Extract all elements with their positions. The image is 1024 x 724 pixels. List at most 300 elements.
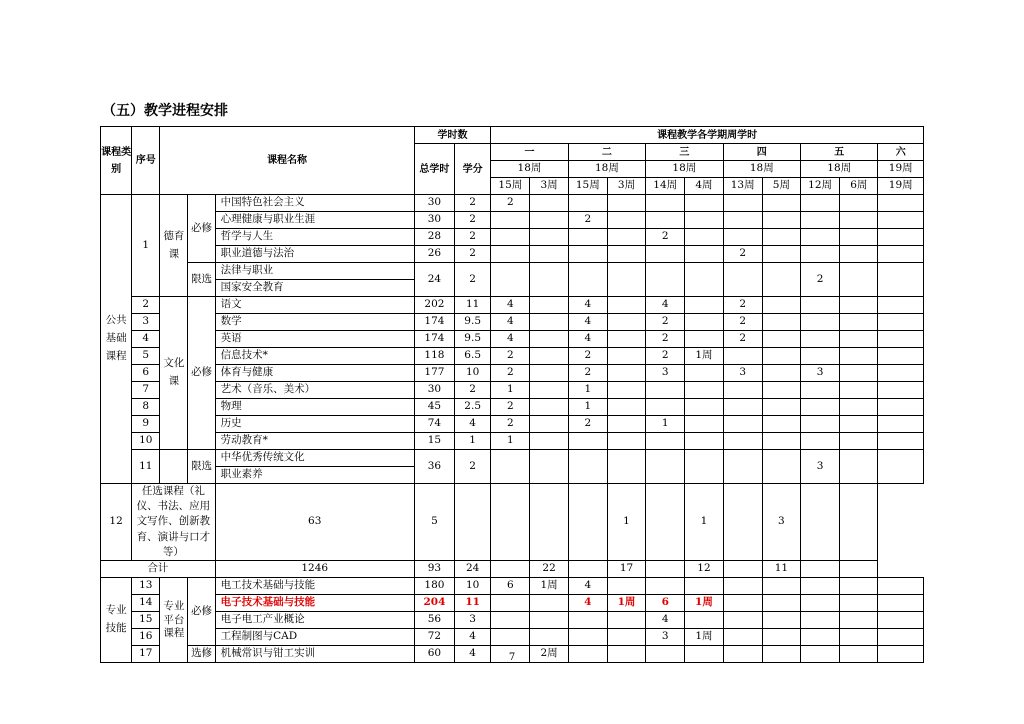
- course-name: 任选课程（礼仪、书法、应用文写作、创新教育、演讲与口才等）: [132, 484, 215, 561]
- weekly-hours-cell: [801, 382, 840, 399]
- weekly-hours-cell: [801, 578, 840, 595]
- table-row: [101, 297, 924, 314]
- weekly-hours-cell: 2: [723, 314, 762, 331]
- semester-weeks: 19周: [878, 161, 924, 178]
- total-hours: 30: [414, 195, 454, 212]
- total-hours: 28: [414, 229, 454, 246]
- weekly-hours-cell: [762, 399, 800, 416]
- course-name: 中国特色社会主义: [215, 195, 414, 212]
- weekly-hours-cell: [685, 263, 723, 297]
- weekly-hours-cell: 2: [568, 365, 607, 382]
- weekly-hours-cell: [530, 365, 568, 382]
- weekly-hours-cell: 2: [568, 416, 607, 433]
- weekly-hours-cell: [840, 629, 878, 646]
- weekly-hours-cell: [723, 450, 762, 484]
- weekly-hours-cell: [801, 433, 840, 450]
- credits: 2: [455, 382, 491, 399]
- weekly-hours-cell: [878, 399, 924, 416]
- weekly-hours-cell: [568, 229, 607, 246]
- weekly-hours-cell: [762, 331, 800, 348]
- credits: 1: [455, 433, 491, 450]
- weekly-hours-cell: [646, 212, 685, 229]
- course-name: 电子技术基础与技能: [215, 595, 414, 612]
- weekly-hours-cell: [491, 629, 530, 646]
- weekly-hours-cell: [723, 578, 762, 595]
- weekly-hours-cell: 4: [646, 297, 685, 314]
- weekly-hours-cell: [607, 399, 645, 416]
- weekly-hours-cell: [801, 629, 840, 646]
- weekly-hours-cell: 4: [568, 331, 607, 348]
- weekly-hours-cell: [607, 416, 645, 433]
- weekly-hours-cell: [878, 297, 924, 314]
- total-hours: 180: [414, 578, 454, 595]
- table-row: [101, 263, 924, 280]
- category-cell: 专业技能: [101, 578, 132, 663]
- weekly-hours-cell: [840, 212, 878, 229]
- weekly-hours-cell: [801, 348, 840, 365]
- weekly-hours-cell: [491, 595, 530, 612]
- table-row: [101, 450, 924, 467]
- semester-header: 四: [723, 144, 800, 161]
- weekly-hours-cell: 4: [491, 331, 530, 348]
- credits: 3: [455, 612, 491, 629]
- weekly-hours-cell: [530, 629, 568, 646]
- weekly-hours-cell: [530, 212, 568, 229]
- weekly-hours-cell: [646, 578, 685, 595]
- credits: 11: [455, 297, 491, 314]
- total-hours: 202: [414, 297, 454, 314]
- weekly-hours-cell: [878, 629, 924, 646]
- total-hours: 1246: [215, 561, 414, 578]
- course-name: 法律与职业: [215, 263, 414, 280]
- table-row: [101, 195, 924, 212]
- sub-weeks: 6周: [840, 178, 878, 195]
- type-cell: 必修: [188, 578, 215, 646]
- weekly-hours-cell: [530, 595, 568, 612]
- semester-weeks: 18周: [646, 161, 723, 178]
- credits: 4: [455, 629, 491, 646]
- subgroup-cell: 德育课: [160, 195, 188, 297]
- weekly-hours-cell: [840, 246, 878, 263]
- sub-weeks: 3周: [530, 178, 568, 195]
- weekly-hours-cell: [685, 399, 723, 416]
- table-row: [101, 229, 924, 246]
- weekly-hours-cell: [801, 399, 840, 416]
- weekly-hours-cell: [762, 212, 800, 229]
- weekly-hours-cell: [568, 484, 607, 561]
- weekly-hours-cell: [840, 561, 878, 578]
- weekly-hours-cell: [801, 561, 840, 578]
- weekly-hours-cell: [762, 450, 800, 484]
- weekly-hours-cell: [762, 297, 800, 314]
- type-cell: 必修: [188, 297, 215, 450]
- subgroup-cell: [160, 450, 188, 484]
- table-row: [101, 399, 924, 416]
- weekly-hours-cell: [607, 297, 645, 314]
- weekly-hours-cell: [646, 382, 685, 399]
- weekly-hours-cell: [723, 484, 762, 561]
- total-row: [101, 561, 924, 578]
- weekly-hours-cell: [840, 595, 878, 612]
- sub-weeks: 4周: [685, 178, 723, 195]
- weekly-hours-cell: [530, 195, 568, 212]
- semester-weeks: 18周: [568, 161, 645, 178]
- course-name: 劳动教育*: [215, 433, 414, 450]
- hours-header: 学时数: [414, 127, 490, 144]
- weekly-hours-cell: [762, 195, 800, 212]
- course-name: 机械常识与钳工实训: [215, 646, 414, 663]
- weekly-hours-cell: [801, 612, 840, 629]
- section-title: （五）教学进程安排: [102, 103, 228, 119]
- subgroup-cell: 专业平台课程: [160, 578, 188, 663]
- weekly-hours-cell: 6: [491, 578, 530, 595]
- course-name: 心理健康与职业生涯: [215, 212, 414, 229]
- type-cell: 选修: [188, 646, 215, 663]
- table-row: [101, 484, 924, 561]
- table-row: [101, 331, 924, 348]
- weekly-hours-cell: [607, 629, 645, 646]
- weekly-hours-cell: [685, 246, 723, 263]
- weekly-hours-cell: [568, 263, 607, 297]
- total-hours: 30: [414, 212, 454, 229]
- weekly-hours-cell: 4: [568, 595, 607, 612]
- credits: 10: [455, 578, 491, 595]
- semester-weeks: 18周: [491, 161, 568, 178]
- course-name-header: 课程名称: [160, 127, 414, 195]
- weekly-hours-cell: [840, 348, 878, 365]
- course-name: 电子电工产业概论: [215, 612, 414, 629]
- weekly-hours-cell: 2: [646, 229, 685, 246]
- weekly-hours-cell: [491, 484, 530, 561]
- total-hours: 63: [215, 484, 414, 561]
- sub-weeks: 12周: [801, 178, 840, 195]
- weekly-hours-cell: [530, 331, 568, 348]
- weekly-hours-cell: [530, 229, 568, 246]
- weekly-hours-cell: [878, 246, 924, 263]
- weekly-hours-cell: [723, 212, 762, 229]
- weekly-hours-cell: 1周: [530, 578, 568, 595]
- course-name: 历史: [215, 416, 414, 433]
- semester-header: 五: [801, 144, 878, 161]
- course-name: 信息技术*: [215, 348, 414, 365]
- weekly-hours-cell: [685, 416, 723, 433]
- weekly-hours-cell: [491, 450, 530, 484]
- table-row: [101, 629, 924, 646]
- weekly-hours-cell: [491, 561, 530, 578]
- weekly-hours-cell: [723, 595, 762, 612]
- weekly-hours-cell: 1: [491, 382, 530, 399]
- weekly-hours-cell: 2: [491, 399, 530, 416]
- weekly-hours-cell: [840, 314, 878, 331]
- weekly-hours-cell: [801, 229, 840, 246]
- weekly-hours-cell: [568, 450, 607, 484]
- weekly-hours-cell: [878, 450, 924, 484]
- weekly-hours-cell: [568, 246, 607, 263]
- weekly-hours-cell: 2: [568, 212, 607, 229]
- semester-header: 三: [646, 144, 723, 161]
- seq-cell: 12: [101, 484, 132, 561]
- weekly-hours-cell: [723, 382, 762, 399]
- seq-cell: 15: [132, 612, 160, 629]
- total-hours: 30: [414, 382, 454, 399]
- weekly-hours-cell: [878, 195, 924, 212]
- weekly-hours-cell: [530, 348, 568, 365]
- total-hours: 56: [414, 612, 454, 629]
- weekly-hours-cell: 2: [491, 348, 530, 365]
- weekly-hours-cell: [878, 416, 924, 433]
- weekly-hours-cell: [568, 561, 607, 578]
- weekly-hours-cell: [840, 382, 878, 399]
- seq-cell: 6: [132, 365, 160, 382]
- weekly-hours-cell: [762, 229, 800, 246]
- type-cell: 限选: [188, 263, 215, 297]
- weekly-hours-cell: [646, 450, 685, 484]
- course-name: 英语: [215, 331, 414, 348]
- weekly-hours-cell: [607, 578, 645, 595]
- weekly-hours-cell: [801, 484, 840, 561]
- weekly-hours-cell: [491, 612, 530, 629]
- weekly-hours-cell: 3: [723, 365, 762, 382]
- credits: 2: [455, 263, 491, 297]
- semester-header: 六: [878, 144, 924, 161]
- weekly-hours-cell: 1周: [607, 595, 645, 612]
- total-hours: 15: [414, 433, 454, 450]
- weekly-hours-cell: 4: [568, 578, 607, 595]
- weekly-hours-cell: [801, 212, 840, 229]
- total-hours: 36: [414, 450, 454, 484]
- weekly-hours-header: 课程教学各学期周学时: [491, 127, 924, 144]
- type-cell: 限选: [188, 450, 215, 484]
- weekly-hours-cell: [530, 484, 568, 561]
- weekly-hours-cell: [685, 382, 723, 399]
- weekly-hours-cell: 3: [762, 484, 800, 561]
- seq-cell: 4: [132, 331, 160, 348]
- weekly-hours-cell: 2: [801, 263, 840, 297]
- table-row: [101, 348, 924, 365]
- weekly-hours-cell: [762, 433, 800, 450]
- weekly-hours-cell: 2周: [530, 646, 568, 663]
- weekly-hours-cell: [878, 212, 924, 229]
- weekly-hours-cell: 4: [491, 297, 530, 314]
- seq-cell: 11: [132, 450, 160, 484]
- credits: 2: [455, 195, 491, 212]
- credits: 11: [455, 595, 491, 612]
- total-hours: 24: [414, 263, 454, 297]
- seq-cell: 3: [132, 314, 160, 331]
- credits: 10: [455, 365, 491, 382]
- weekly-hours-cell: [646, 263, 685, 297]
- table-row: [101, 246, 924, 263]
- course-name: 数学: [215, 314, 414, 331]
- weekly-hours-cell: [840, 263, 878, 297]
- table-row: [101, 416, 924, 433]
- weekly-hours-cell: [607, 433, 645, 450]
- weekly-hours-cell: [491, 263, 530, 297]
- total-hours: 118: [414, 348, 454, 365]
- credits: 4: [455, 416, 491, 433]
- total-hours: 174: [414, 331, 454, 348]
- seq-cell: 7: [132, 382, 160, 399]
- weekly-hours-cell: [646, 246, 685, 263]
- table-row: [101, 612, 924, 629]
- weekly-hours-cell: 3: [801, 365, 840, 382]
- semester-weeks: 18周: [723, 161, 800, 178]
- weekly-hours-cell: 2: [491, 195, 530, 212]
- teaching-schedule-table: [100, 126, 924, 663]
- weekly-hours-cell: [801, 195, 840, 212]
- course-name: 职业道德与法治: [215, 246, 414, 263]
- course-name: 哲学与人生: [215, 229, 414, 246]
- weekly-hours-cell: 4: [568, 297, 607, 314]
- weekly-hours-cell: 24: [455, 561, 491, 578]
- category-header: 课程类别: [101, 127, 132, 195]
- weekly-hours-cell: [762, 263, 800, 297]
- sub-weeks: 15周: [568, 178, 607, 195]
- weekly-hours-cell: 4: [568, 314, 607, 331]
- credits: 93: [414, 561, 454, 578]
- weekly-hours-cell: 1: [568, 399, 607, 416]
- weekly-hours-cell: 1周: [685, 629, 723, 646]
- weekly-hours-cell: [878, 229, 924, 246]
- weekly-hours-cell: [607, 229, 645, 246]
- weekly-hours-cell: [455, 484, 491, 561]
- sub-weeks: 3周: [607, 178, 645, 195]
- weekly-hours-cell: 1周: [685, 595, 723, 612]
- weekly-hours-cell: [530, 612, 568, 629]
- weekly-hours-cell: [491, 246, 530, 263]
- weekly-hours-cell: [685, 195, 723, 212]
- type-cell: 必修: [188, 195, 215, 263]
- total-label: 合计: [101, 561, 216, 578]
- weekly-hours-cell: [685, 365, 723, 382]
- weekly-hours-cell: [801, 314, 840, 331]
- total-hours: 26: [414, 246, 454, 263]
- seq-cell: 10: [132, 433, 160, 450]
- weekly-hours-cell: [762, 416, 800, 433]
- seq-cell: 16: [132, 629, 160, 646]
- weekly-hours-cell: [878, 263, 924, 297]
- table-row: [101, 382, 924, 399]
- weekly-hours-cell: 2: [646, 314, 685, 331]
- weekly-hours-cell: [840, 399, 878, 416]
- weekly-hours-cell: [530, 450, 568, 484]
- weekly-hours-cell: [801, 595, 840, 612]
- table-row-highlight: [101, 595, 924, 612]
- weekly-hours-cell: [685, 212, 723, 229]
- weekly-hours-cell: 4: [646, 612, 685, 629]
- seq-cell: 2: [132, 297, 160, 314]
- weekly-hours-cell: [801, 246, 840, 263]
- weekly-hours-cell: 1: [607, 484, 645, 561]
- credits: 2: [455, 229, 491, 246]
- weekly-hours-cell: [762, 348, 800, 365]
- weekly-hours-cell: [762, 314, 800, 331]
- sub-weeks: 5周: [762, 178, 800, 195]
- course-name: 国家安全教育: [215, 280, 414, 297]
- weekly-hours-cell: 2: [491, 416, 530, 433]
- weekly-hours-cell: [762, 595, 800, 612]
- weekly-hours-cell: [801, 331, 840, 348]
- credits: 4: [455, 646, 491, 663]
- weekly-hours-cell: [840, 195, 878, 212]
- total-hours: 45: [414, 399, 454, 416]
- course-name: 体育与健康: [215, 365, 414, 382]
- weekly-hours-cell: [530, 416, 568, 433]
- credits: 9.5: [455, 331, 491, 348]
- weekly-hours-cell: [762, 578, 800, 595]
- weekly-hours-cell: [607, 314, 645, 331]
- subgroup-cell: 文化课: [160, 297, 188, 450]
- weekly-hours-cell: 17: [607, 561, 645, 578]
- weekly-hours-cell: [723, 561, 762, 578]
- total-hours: 74: [414, 416, 454, 433]
- weekly-hours-cell: [607, 195, 645, 212]
- weekly-hours-cell: 1: [491, 433, 530, 450]
- weekly-hours-cell: [685, 314, 723, 331]
- weekly-hours-cell: [685, 229, 723, 246]
- weekly-hours-cell: [878, 331, 924, 348]
- weekly-hours-cell: [685, 297, 723, 314]
- weekly-hours-cell: [723, 399, 762, 416]
- weekly-hours-cell: [762, 382, 800, 399]
- weekly-hours-cell: 1: [646, 416, 685, 433]
- weekly-hours-cell: 3: [646, 629, 685, 646]
- semester-header: 二: [568, 144, 645, 161]
- weekly-hours-cell: [723, 263, 762, 297]
- weekly-hours-cell: 2: [723, 246, 762, 263]
- credits: 6.5: [455, 348, 491, 365]
- total-hours: 204: [414, 595, 454, 612]
- weekly-hours-cell: [646, 561, 685, 578]
- weekly-hours-cell: [530, 297, 568, 314]
- weekly-hours-cell: [530, 382, 568, 399]
- weekly-hours-cell: [878, 314, 924, 331]
- weekly-hours-cell: [530, 263, 568, 297]
- weekly-hours-cell: 6: [646, 595, 685, 612]
- weekly-hours-cell: 22: [530, 561, 568, 578]
- weekly-hours-cell: [878, 595, 924, 612]
- weekly-hours-cell: [878, 348, 924, 365]
- weekly-hours-cell: [878, 612, 924, 629]
- weekly-hours-cell: [607, 382, 645, 399]
- weekly-hours-cell: [646, 484, 685, 561]
- weekly-hours-cell: [685, 612, 723, 629]
- seq-cell: 1: [132, 195, 160, 297]
- weekly-hours-cell: [568, 612, 607, 629]
- weekly-hours-cell: [840, 365, 878, 382]
- weekly-hours-cell: [685, 578, 723, 595]
- seq-cell: 8: [132, 399, 160, 416]
- weekly-hours-cell: [685, 450, 723, 484]
- weekly-hours-cell: [723, 612, 762, 629]
- weekly-hours-cell: [762, 365, 800, 382]
- table-row: [101, 365, 924, 382]
- weekly-hours-cell: 2: [491, 365, 530, 382]
- seq-cell: 5: [132, 348, 160, 365]
- semester-weeks: 18周: [801, 161, 878, 178]
- weekly-hours-cell: 1: [568, 382, 607, 399]
- seq-cell: 14: [132, 595, 160, 612]
- weekly-hours-cell: [723, 195, 762, 212]
- weekly-hours-cell: [530, 399, 568, 416]
- weekly-hours-cell: [840, 484, 878, 561]
- weekly-hours-cell: [723, 348, 762, 365]
- weekly-hours-cell: [762, 629, 800, 646]
- weekly-hours-cell: [840, 416, 878, 433]
- weekly-hours-cell: [646, 195, 685, 212]
- semester-header: 一: [491, 144, 568, 161]
- total-hours: 174: [414, 314, 454, 331]
